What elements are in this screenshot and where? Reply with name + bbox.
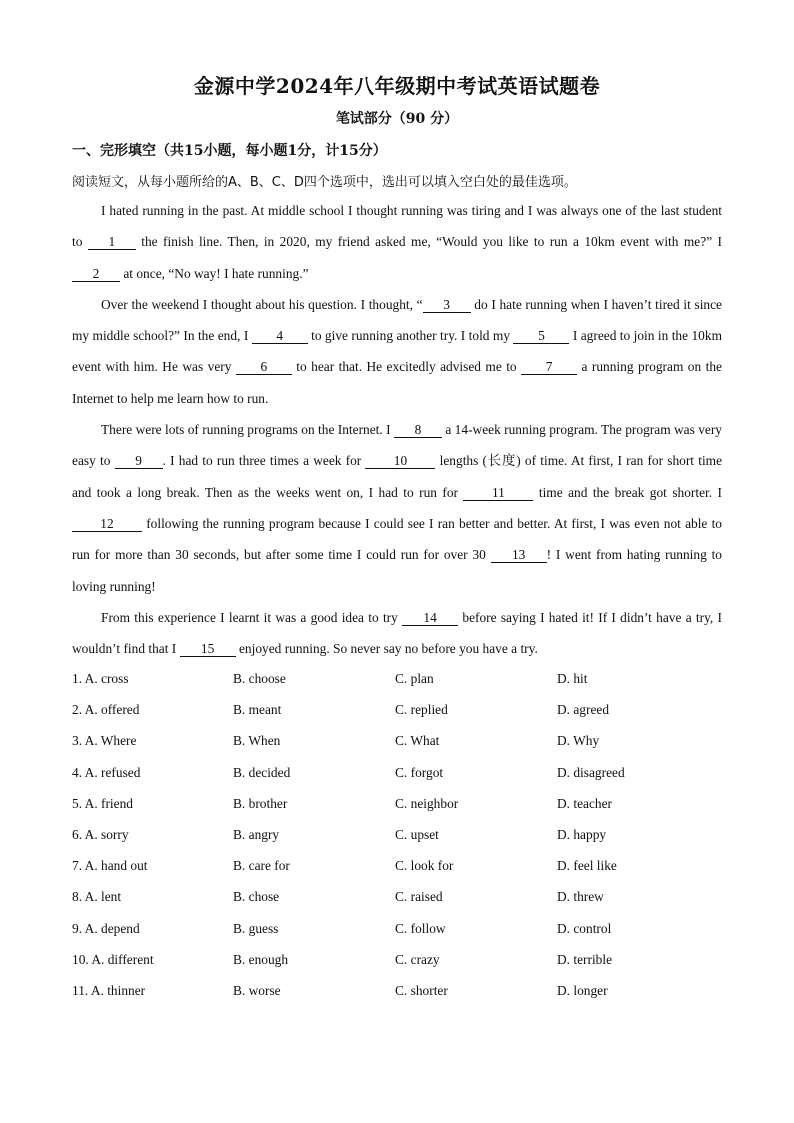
section-heading: 一、完形填空（共15小题，每小题1分，计15分） (72, 143, 387, 159)
option-a: 4. A. refused (72, 764, 141, 780)
question-row-8 (72, 885, 722, 916)
blank-6: 6 (236, 359, 292, 375)
option-c: C. upset (395, 826, 439, 842)
passage-text: a running program on the Internet to help me learn how to run. (72, 359, 722, 406)
option-a: 8. A. lent (72, 889, 122, 905)
blank-1: 1 (88, 234, 136, 250)
passage-text: Over the weekend I thought about his question. I thought, “ (101, 296, 423, 312)
option-b: B. guess (233, 920, 279, 936)
blank-7: 7 (521, 359, 577, 375)
passage-paragraph-2 (72, 289, 722, 414)
option-b: B. chose (233, 889, 280, 905)
option-c: C. look for (395, 858, 454, 874)
passage-text: ! I went from hating running to loving running! (72, 547, 722, 594)
blank-13: 13 (491, 547, 547, 563)
passage-text: the finish line. Then, in 2020, my friend asked me, “Would you like to run a 10km event with me?” I (135, 234, 723, 250)
page-subtitle: 笔试部分（90 分） (335, 111, 459, 127)
option-b: B. care for (233, 858, 290, 874)
option-d: D. Why (557, 733, 600, 749)
option-d: D. hit (557, 671, 588, 686)
passage-text: There were lots of running programs on the Internet. I (101, 422, 394, 438)
option-c: C. follow (395, 920, 446, 936)
question-row-5 (72, 792, 722, 823)
option-d: D. threw (557, 889, 604, 905)
passage-text: do I hate running when I haven’t tired it since my middle school?” In the end, I (72, 296, 722, 344)
passage-text: From this experience I learnt it was a good idea to try (101, 609, 403, 625)
option-d: D. longer (557, 982, 608, 998)
option-b: B. angry (233, 826, 280, 842)
option-a: 2. A. offered (72, 702, 140, 718)
option-c: C. raised (395, 889, 443, 905)
option-c: C. crazy (395, 951, 440, 967)
blank-3: 3 (423, 297, 471, 313)
question-row-2 (72, 698, 722, 729)
option-d: D. control (557, 920, 612, 936)
option-d: D. disagreed (557, 764, 625, 780)
option-a: 5. A. friend (72, 795, 133, 811)
option-c: C. replied (395, 702, 448, 718)
question-row-7 (72, 854, 722, 885)
passage-text: at once, “No way! I hate running.” (120, 265, 309, 281)
section-instruction: 阅读短文，从每小题所给的A、B、C、D四个选项中，选出可以填入空白处的最佳选项。 (72, 175, 577, 190)
passage-text: enjoyed running. So never say no before you have a try. (235, 641, 538, 657)
question-row-11 (72, 979, 722, 1010)
question-row-10 (72, 948, 722, 979)
option-b: B. When (233, 733, 281, 749)
blank-9: 9 (115, 453, 163, 469)
option-c: C. plan (395, 671, 434, 686)
question-row-4 (72, 761, 722, 792)
option-c: C. forgot (395, 764, 444, 780)
blank-15: 15 (180, 641, 236, 657)
blank-5: 5 (513, 328, 569, 344)
passage-text: to give running another try. I told my (307, 328, 514, 344)
question-row-6 (72, 823, 722, 854)
option-a: 1. A. cross (72, 671, 129, 686)
option-a: 11. A. thinner (72, 982, 146, 998)
blank-12: 12 (72, 516, 142, 532)
blank-14: 14 (402, 610, 458, 626)
question-row-3 (72, 729, 722, 760)
passage-text: to hear that. He excitedly advised me to (291, 359, 522, 375)
passage-text: a 14-week running program. The program was very easy to (72, 422, 722, 469)
option-d: D. agreed (557, 702, 610, 718)
passage-paragraph-3 (72, 414, 722, 602)
passage-text: lengths (长度) of time. At first, I ran for short time and took a long break. Then as the weeks went on, I had to run for (72, 453, 723, 500)
page-title: 金源中学2024年八年级期中考试英语试题卷 (193, 74, 601, 98)
option-d: D. feel like (557, 858, 617, 874)
question-row-9 (72, 917, 722, 948)
option-a: 7. A. hand out (72, 858, 148, 874)
option-b: B. choose (233, 671, 286, 686)
option-b: B. enough (233, 951, 289, 967)
option-c: C. What (395, 733, 440, 749)
blank-8: 8 (394, 422, 442, 438)
passage-text: time and the break got shorter. I (533, 484, 722, 500)
option-b: B. worse (233, 982, 281, 998)
option-c: C. shorter (395, 982, 448, 998)
passage-text: I hated running in the past. At middle school I thought running was tiring and I was always one of the last student to (72, 203, 722, 250)
reading-passage (72, 195, 722, 664)
blank-11: 11 (463, 485, 533, 501)
passage-paragraph-1 (72, 195, 722, 289)
option-b: B. brother (233, 795, 288, 811)
blank-2: 2 (72, 266, 120, 282)
option-b: B. decided (233, 764, 291, 780)
blank-10: 10 (365, 453, 435, 469)
option-b: B. meant (233, 702, 282, 718)
passage-text: . I had to run three times a week for (162, 453, 366, 469)
passage-paragraph-4 (72, 602, 722, 665)
passage-text: following the running program because I could see I ran better and better. At first, I was even not able to run for more than 30 seconds, but after some time I could run for over 30 (72, 515, 722, 563)
passage-text: before saying I hated it! If I didn’t have a try, I wouldn’t find that I (72, 609, 723, 657)
option-a: 3. A. Where (72, 733, 137, 749)
option-c: C. neighbor (395, 795, 459, 811)
option-d: D. happy (557, 826, 607, 842)
option-d: D. teacher (557, 795, 613, 811)
option-a: 10. A. different (72, 951, 154, 967)
question-row-1 (72, 667, 722, 698)
option-a: 9. A. depend (72, 920, 140, 936)
passage-text: I agreed to join in the 10km event with him. He was very (72, 328, 722, 375)
blank-4: 4 (252, 328, 308, 344)
option-a: 6. A. sorry (72, 826, 129, 842)
answer-options (72, 667, 722, 1010)
option-d: D. terrible (557, 951, 613, 967)
